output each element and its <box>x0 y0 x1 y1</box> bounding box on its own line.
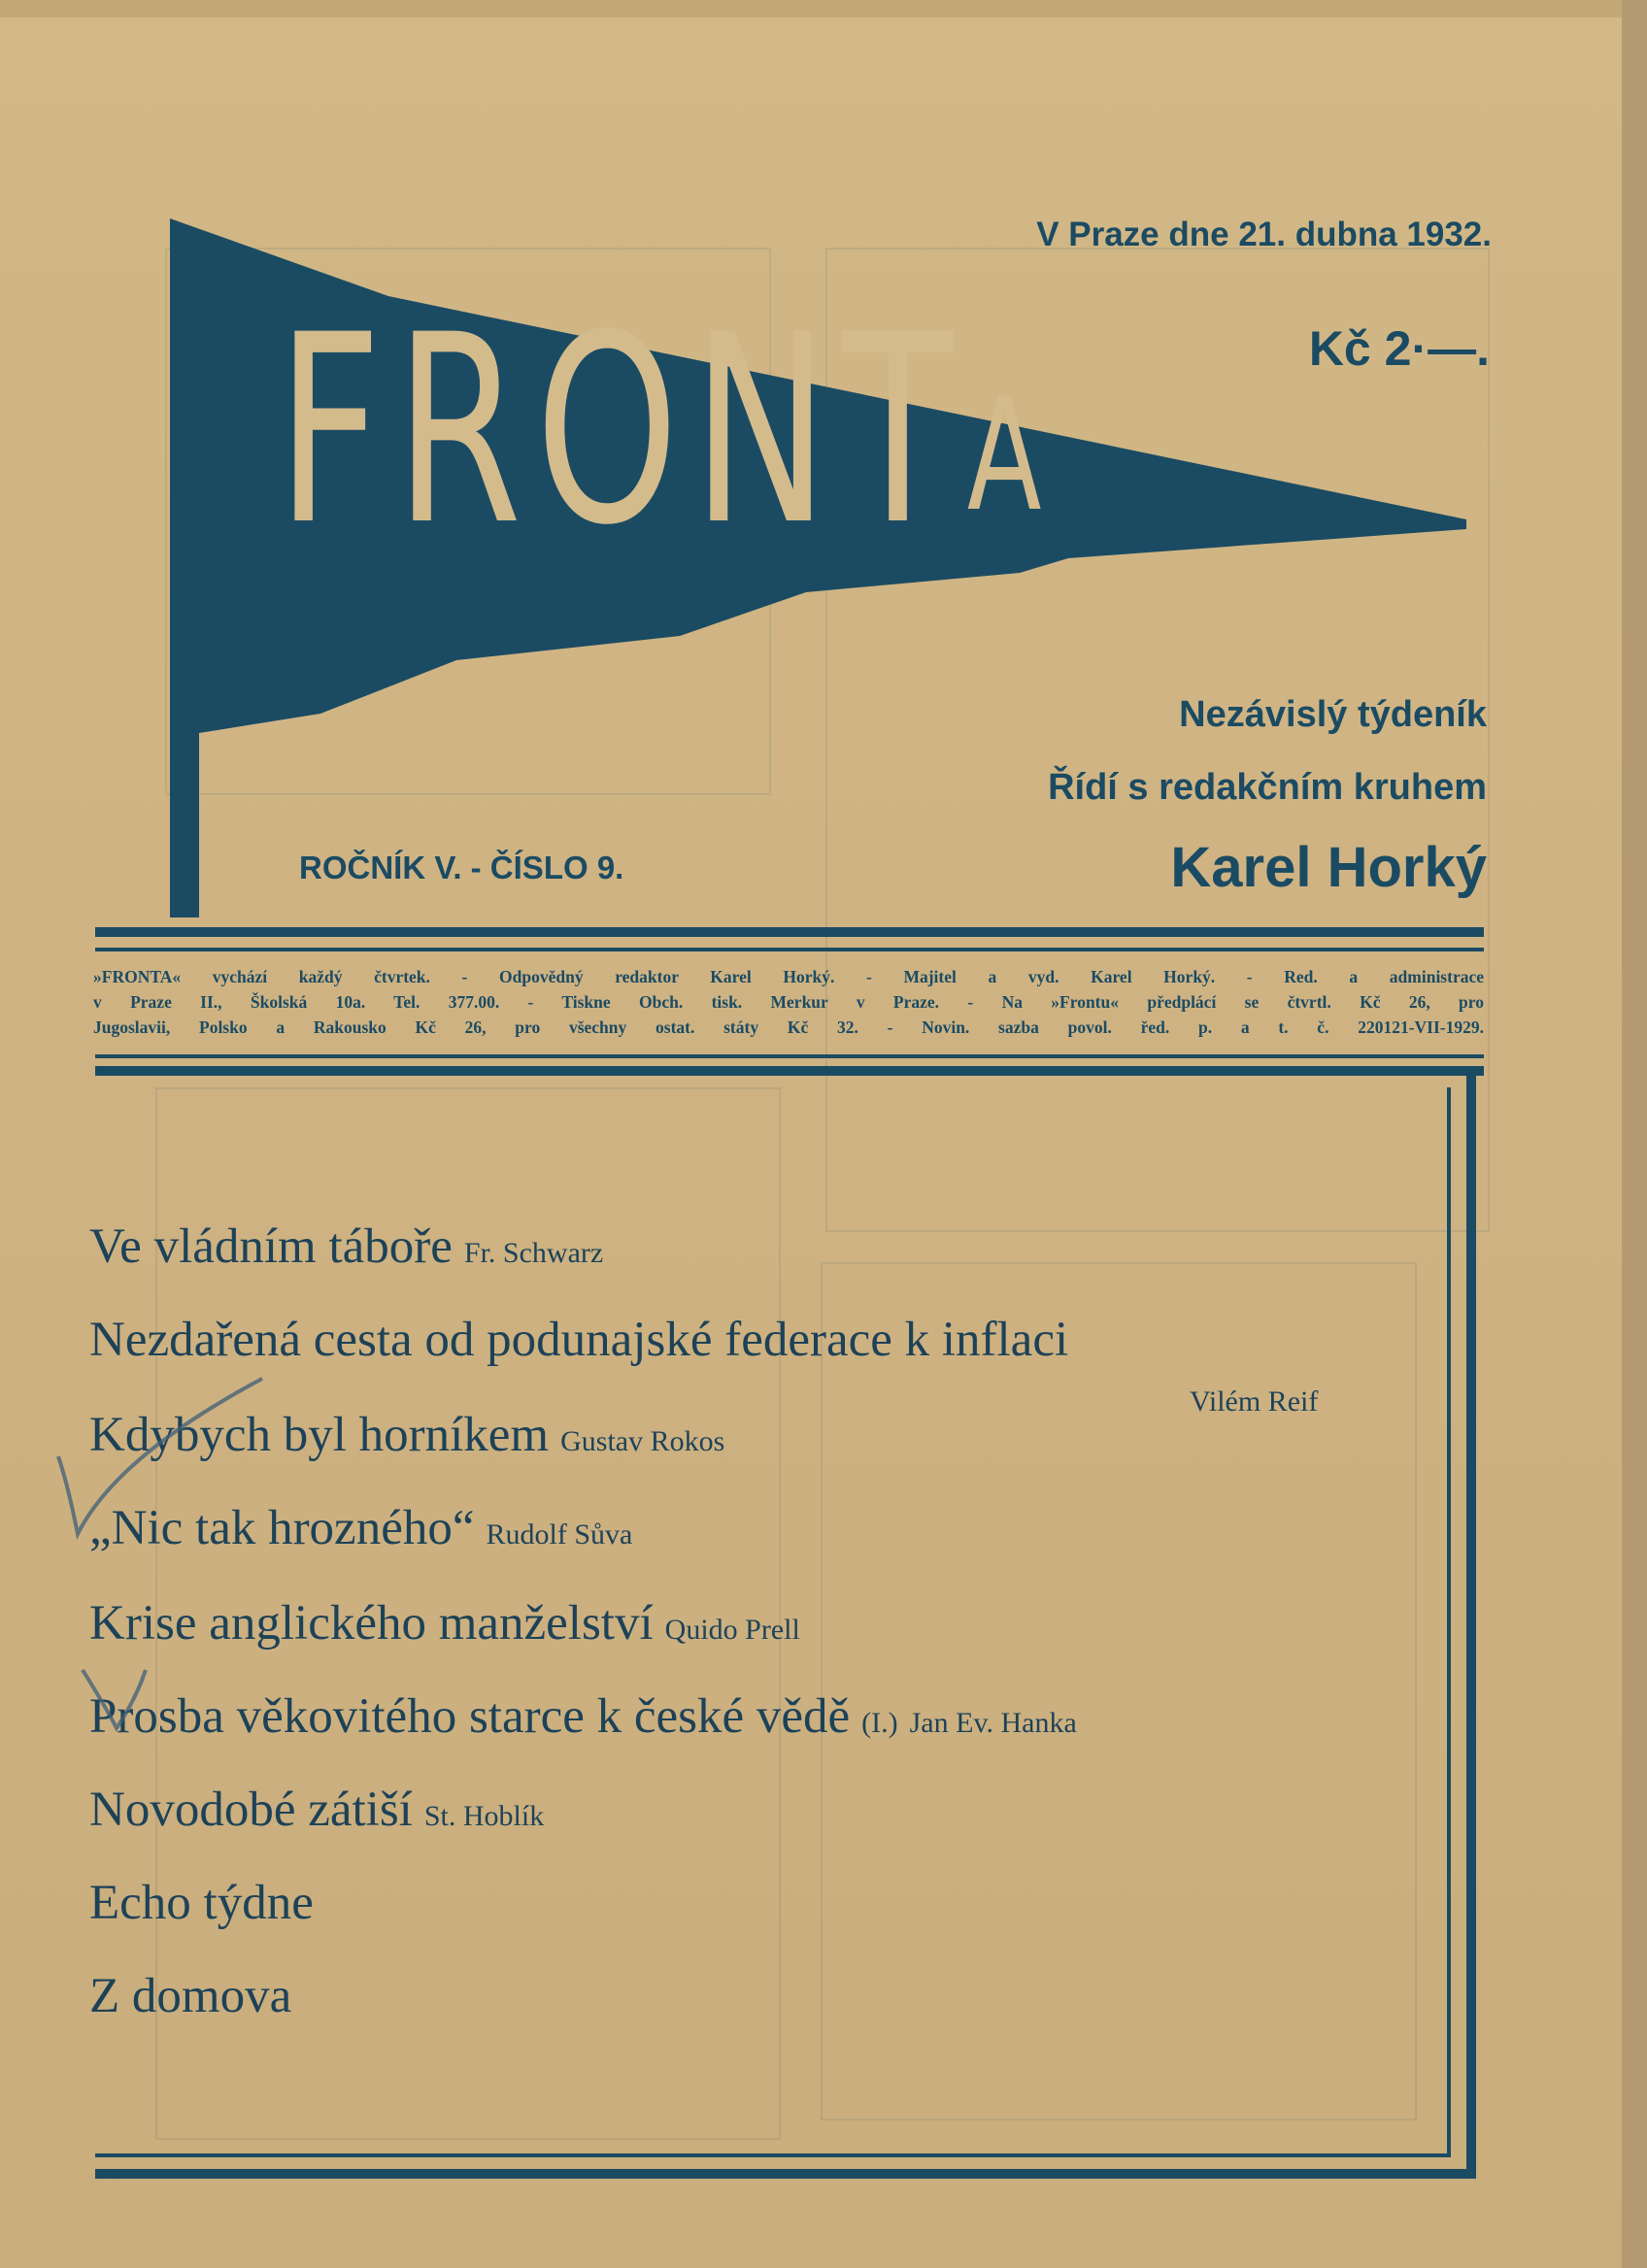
toc-title: Novodobé zátiší <box>89 1783 413 1837</box>
editor-name: Karel Horký <box>1170 836 1487 899</box>
toc-entry <box>89 1968 291 2024</box>
toc-author: St. Hoblík <box>423 1800 545 1832</box>
paper-right-edge <box>1622 0 1647 2268</box>
toc-author: Jan Ev. Hanka <box>909 1707 1077 1739</box>
issue-date: V Praze dne 21. dubna 1932. <box>1036 216 1492 253</box>
issue-price: Kč 2·—. <box>1308 321 1490 376</box>
pencil-check-mark <box>83 1670 146 1728</box>
toc-title: Ve vládním táboře <box>89 1219 453 1274</box>
toc-note: (I.) <box>861 1707 898 1739</box>
contents-frame-right-inner <box>1447 1087 1451 2155</box>
toc-author: Gustav Rokos <box>560 1425 725 1457</box>
masthead-logo <box>277 280 1056 583</box>
toc-title: „Nic tak hrozného“ <box>89 1501 475 1555</box>
toc-title: Kdybych byl horníkem <box>89 1408 550 1462</box>
pencil-check-mark <box>58 1379 262 1534</box>
paper-top-edge <box>0 0 1647 17</box>
masthead-logo-text: FRONT <box>277 280 967 583</box>
toc-author: Rudolf Sůva <box>486 1518 633 1551</box>
toc-title: Z domova <box>89 1969 292 2023</box>
toc-author: Fr. Schwarz <box>463 1237 604 1269</box>
toc-title: Prosba věkovitého starce k české vědě <box>89 1689 851 1744</box>
masthead-logo-a: A <box>966 364 1056 546</box>
imprint-line: »FRONTA« vychází každý čtvrtek. - Odpovědný redaktor Karel Horký. - Majitel a vyd. Karel Horký. - Red. a administrace <box>93 967 1484 986</box>
top-rule-thin <box>95 948 1484 951</box>
volume-number: ROČNÍK V. - ČÍSLO 9. <box>299 850 624 885</box>
contents-frame-bottom-thick <box>95 2169 1476 2179</box>
imprint-line: Jugoslavii, Polsko a Rakousko Kč 26, pro všechny ostat. státy Kč 32. - Novin. sazba povol. řed. p. a t. č. 220121-VII-1929. <box>93 1017 1484 1037</box>
pencil-check-marks <box>39 1340 330 1786</box>
top-rule-thick <box>95 927 1484 937</box>
toc-title: Krise anglického manželství <box>89 1596 654 1651</box>
toc-entry <box>89 1875 314 1931</box>
toc-title: Echo týdne <box>89 1876 314 1930</box>
toc-entry <box>89 1218 603 1275</box>
toc-author: Vilém Reif <box>1190 1385 1319 1418</box>
contents-frame-right-outer <box>1466 1066 1476 2178</box>
contents-frame-bottom-thin <box>95 2153 1451 2157</box>
toc-title: Nezdařená cesta od podunajské federace k inflaci <box>89 1313 1069 1367</box>
toc-author: Quido Prell <box>664 1614 800 1646</box>
imprint-block <box>93 964 1484 1040</box>
imprint-line: v Praze II., Školská 10a. Tel. 377.00. - Tiskne Obch. tisk. Merkur v Praze. - Na »Frontu« předplácí se čtvrtl. Kč 26, pro <box>93 992 1484 1012</box>
tagline-weekly: Nezávislý týdeník <box>1179 694 1487 735</box>
bottom-rule-thin <box>95 1054 1484 1058</box>
tagline-editorial: Řídí s redakčním kruhem <box>1048 767 1487 808</box>
bottom-rule-thick <box>95 1066 1484 1076</box>
toc-entry <box>89 1782 544 1838</box>
